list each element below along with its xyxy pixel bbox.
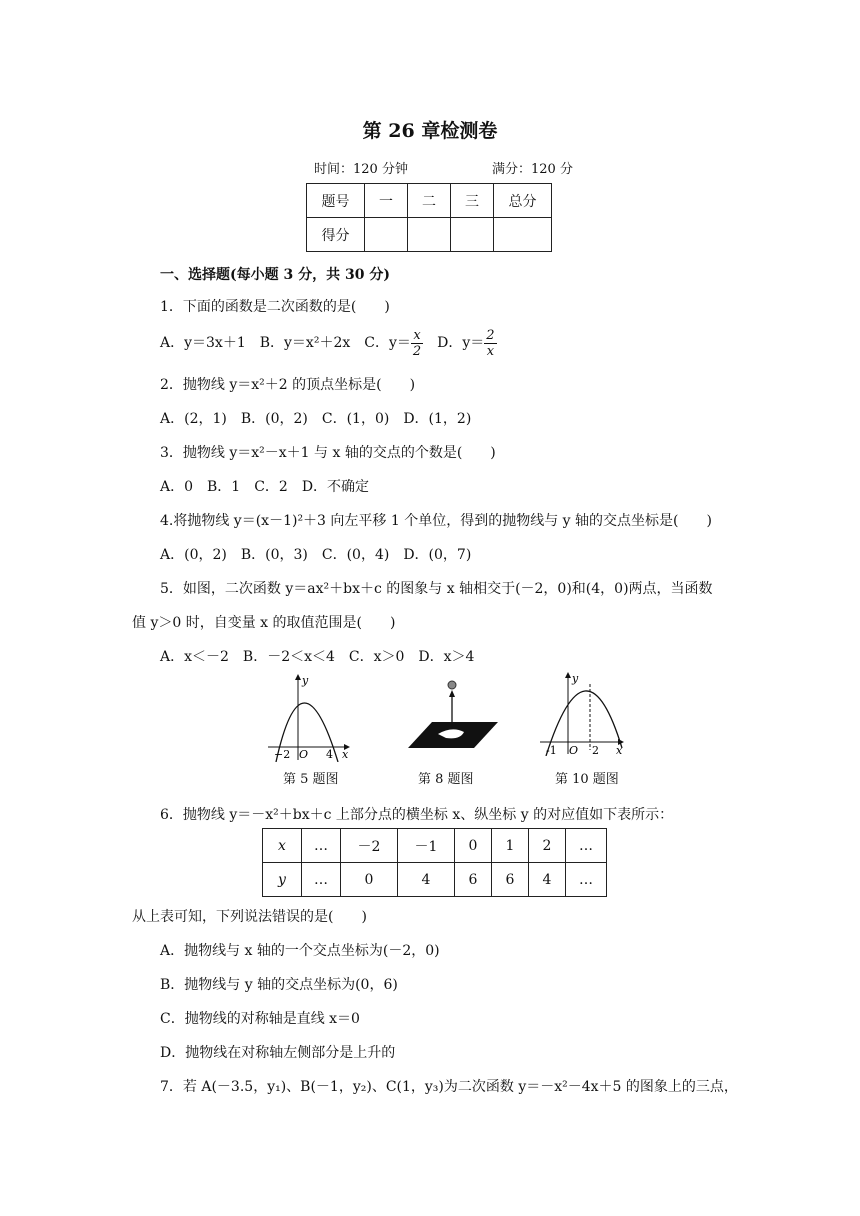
page-title: 第 26 章检测卷 — [362, 120, 498, 142]
section-heading: 一、选择题(每小题 3 分，共 30 分) — [160, 267, 390, 283]
parabola-curve — [546, 691, 622, 756]
q1-option-c-prefix: C．y＝ — [364, 335, 411, 351]
table-cell: 0 — [341, 863, 398, 897]
q5-stem-line1: 5．如图，二次函数 y＝ax²＋bx＋c 的图象与 x 轴相交于(－2，0)和(4，0)两点，当函数 — [160, 581, 713, 597]
tick-label: −2 — [274, 748, 291, 761]
q6-option-c: C．抛物线的对称轴是直线 x＝0 — [160, 1011, 360, 1027]
q1-options — [160, 326, 497, 360]
table-cell: … — [302, 863, 341, 897]
origin-label: O — [299, 748, 309, 761]
score-table-header: 题号 — [307, 184, 365, 218]
score-row-label: 得分 — [307, 218, 365, 252]
table-cell: －2 — [341, 829, 398, 863]
q6-stem: 6．抛物线 y＝－x²＋bx＋c 上部分点的横坐标 x、纵坐标 y 的对应值如下表所示： — [160, 807, 674, 823]
y-axis-arrow — [565, 672, 571, 678]
fig8-caption: 第 8 题图 — [418, 772, 474, 787]
y-axis-label: y — [572, 672, 579, 685]
q6-option-a: A．抛物线与 x 轴的一个交点坐标为(－2，0) — [160, 943, 440, 959]
score-table-header: 一 — [365, 184, 408, 218]
q6-option-d: D．抛物线在对称轴左侧部分是上升的 — [160, 1045, 396, 1061]
table-cell: y — [263, 863, 302, 897]
fig5-caption: 第 5 题图 — [283, 772, 339, 787]
table-cell: … — [566, 829, 607, 863]
fraction-numerator: x — [411, 328, 423, 344]
q1-option-b: B．y＝x²＋2x — [259, 335, 351, 351]
q1-option-d-prefix: D．y＝ — [437, 335, 485, 351]
q7-stem: 7．若 A(－3.5，y₁)、B(－1，y₂)、C(1，y₃)为二次函数 y＝－x²－4x＋5 的图象上的三点， — [160, 1079, 738, 1095]
q6-option-b: B．抛物线与 y 轴的交点坐标为(0，6) — [160, 977, 398, 993]
table-cell: 6 — [455, 863, 492, 897]
fig10-parabola-graph — [538, 670, 632, 756]
fig10-caption: 第 10 题图 — [555, 772, 619, 787]
q5-options: A．x＜－2 B．－2＜x＜4 C．x＞0 D．x＞4 — [160, 649, 475, 665]
q3-options: A．0 B．1 C．2 D．不确定 — [160, 479, 370, 495]
score-table-header: 二 — [408, 184, 451, 218]
ball-icon — [448, 681, 456, 689]
tick-label: 2 — [592, 744, 599, 756]
time-limit: 时间：120 分钟 — [314, 162, 408, 177]
table-cell: 0 — [455, 829, 492, 863]
table-cell: 6 — [492, 863, 529, 897]
score-table-header: 总分 — [494, 184, 552, 218]
x-axis-label: x — [342, 748, 349, 761]
table-cell: … — [302, 829, 341, 863]
score-cell — [365, 218, 408, 252]
full-score: 满分：120 分 — [492, 162, 573, 177]
q5-stem-line2: 值 y＞0 时，自变量 x 的取值范围是( ) — [132, 615, 396, 631]
q1-option-a: A．y＝3x＋1 — [160, 335, 246, 351]
fraction-numerator: 2 — [486, 327, 495, 343]
fig8-ball-plane-illustration — [404, 676, 500, 754]
q4-stem: 4.将抛物线 y＝(x－1)²＋3 向左平移 1 个单位，得到的抛物线与 y 轴的交点坐标是( ) — [160, 513, 712, 529]
y-axis-arrow — [295, 674, 301, 680]
q6-value-table — [262, 828, 607, 897]
table-cell: x — [263, 829, 302, 863]
q3-stem: 3．抛物线 y＝x²－x＋1 与 x 轴的交点的个数是( ) — [160, 445, 496, 461]
score-cell — [451, 218, 494, 252]
table-cell: 1 — [492, 829, 529, 863]
tick-label: 4 — [326, 748, 333, 761]
score-cell — [494, 218, 552, 252]
q4-options: A．(0，2) B．(0，3) C．(0，4) D．(0，7) — [160, 547, 472, 563]
origin-label: O — [569, 744, 579, 756]
q1-option-c-fraction — [411, 328, 423, 359]
q1-option-d-fraction — [484, 328, 496, 359]
fraction-denominator: 2 — [412, 343, 422, 359]
q6-prompt: 从上表可知，下列说法错误的是( ) — [132, 909, 367, 925]
arrow-head — [449, 690, 455, 697]
x-axis-label: x — [616, 744, 623, 756]
fig5-parabola-graph — [266, 672, 356, 762]
score-table-header: 三 — [451, 184, 494, 218]
q1-stem: 1．下面的函数是二次函数的是( ) — [160, 299, 390, 315]
tick-label: -1 — [546, 744, 557, 756]
score-table — [306, 183, 552, 252]
score-cell — [408, 218, 451, 252]
fraction-denominator: x — [486, 343, 495, 359]
table-cell: 2 — [529, 829, 566, 863]
table-cell: … — [566, 863, 607, 897]
q2-stem: 2．抛物线 y＝x²＋2 的顶点坐标是( ) — [160, 377, 416, 393]
q2-options: A．(2，1) B．(0，2) C．(1，0) D．(1，2) — [160, 411, 472, 427]
table-cell: 4 — [529, 863, 566, 897]
y-axis-label: y — [302, 674, 309, 687]
table-cell: －1 — [398, 829, 455, 863]
table-cell: 4 — [398, 863, 455, 897]
